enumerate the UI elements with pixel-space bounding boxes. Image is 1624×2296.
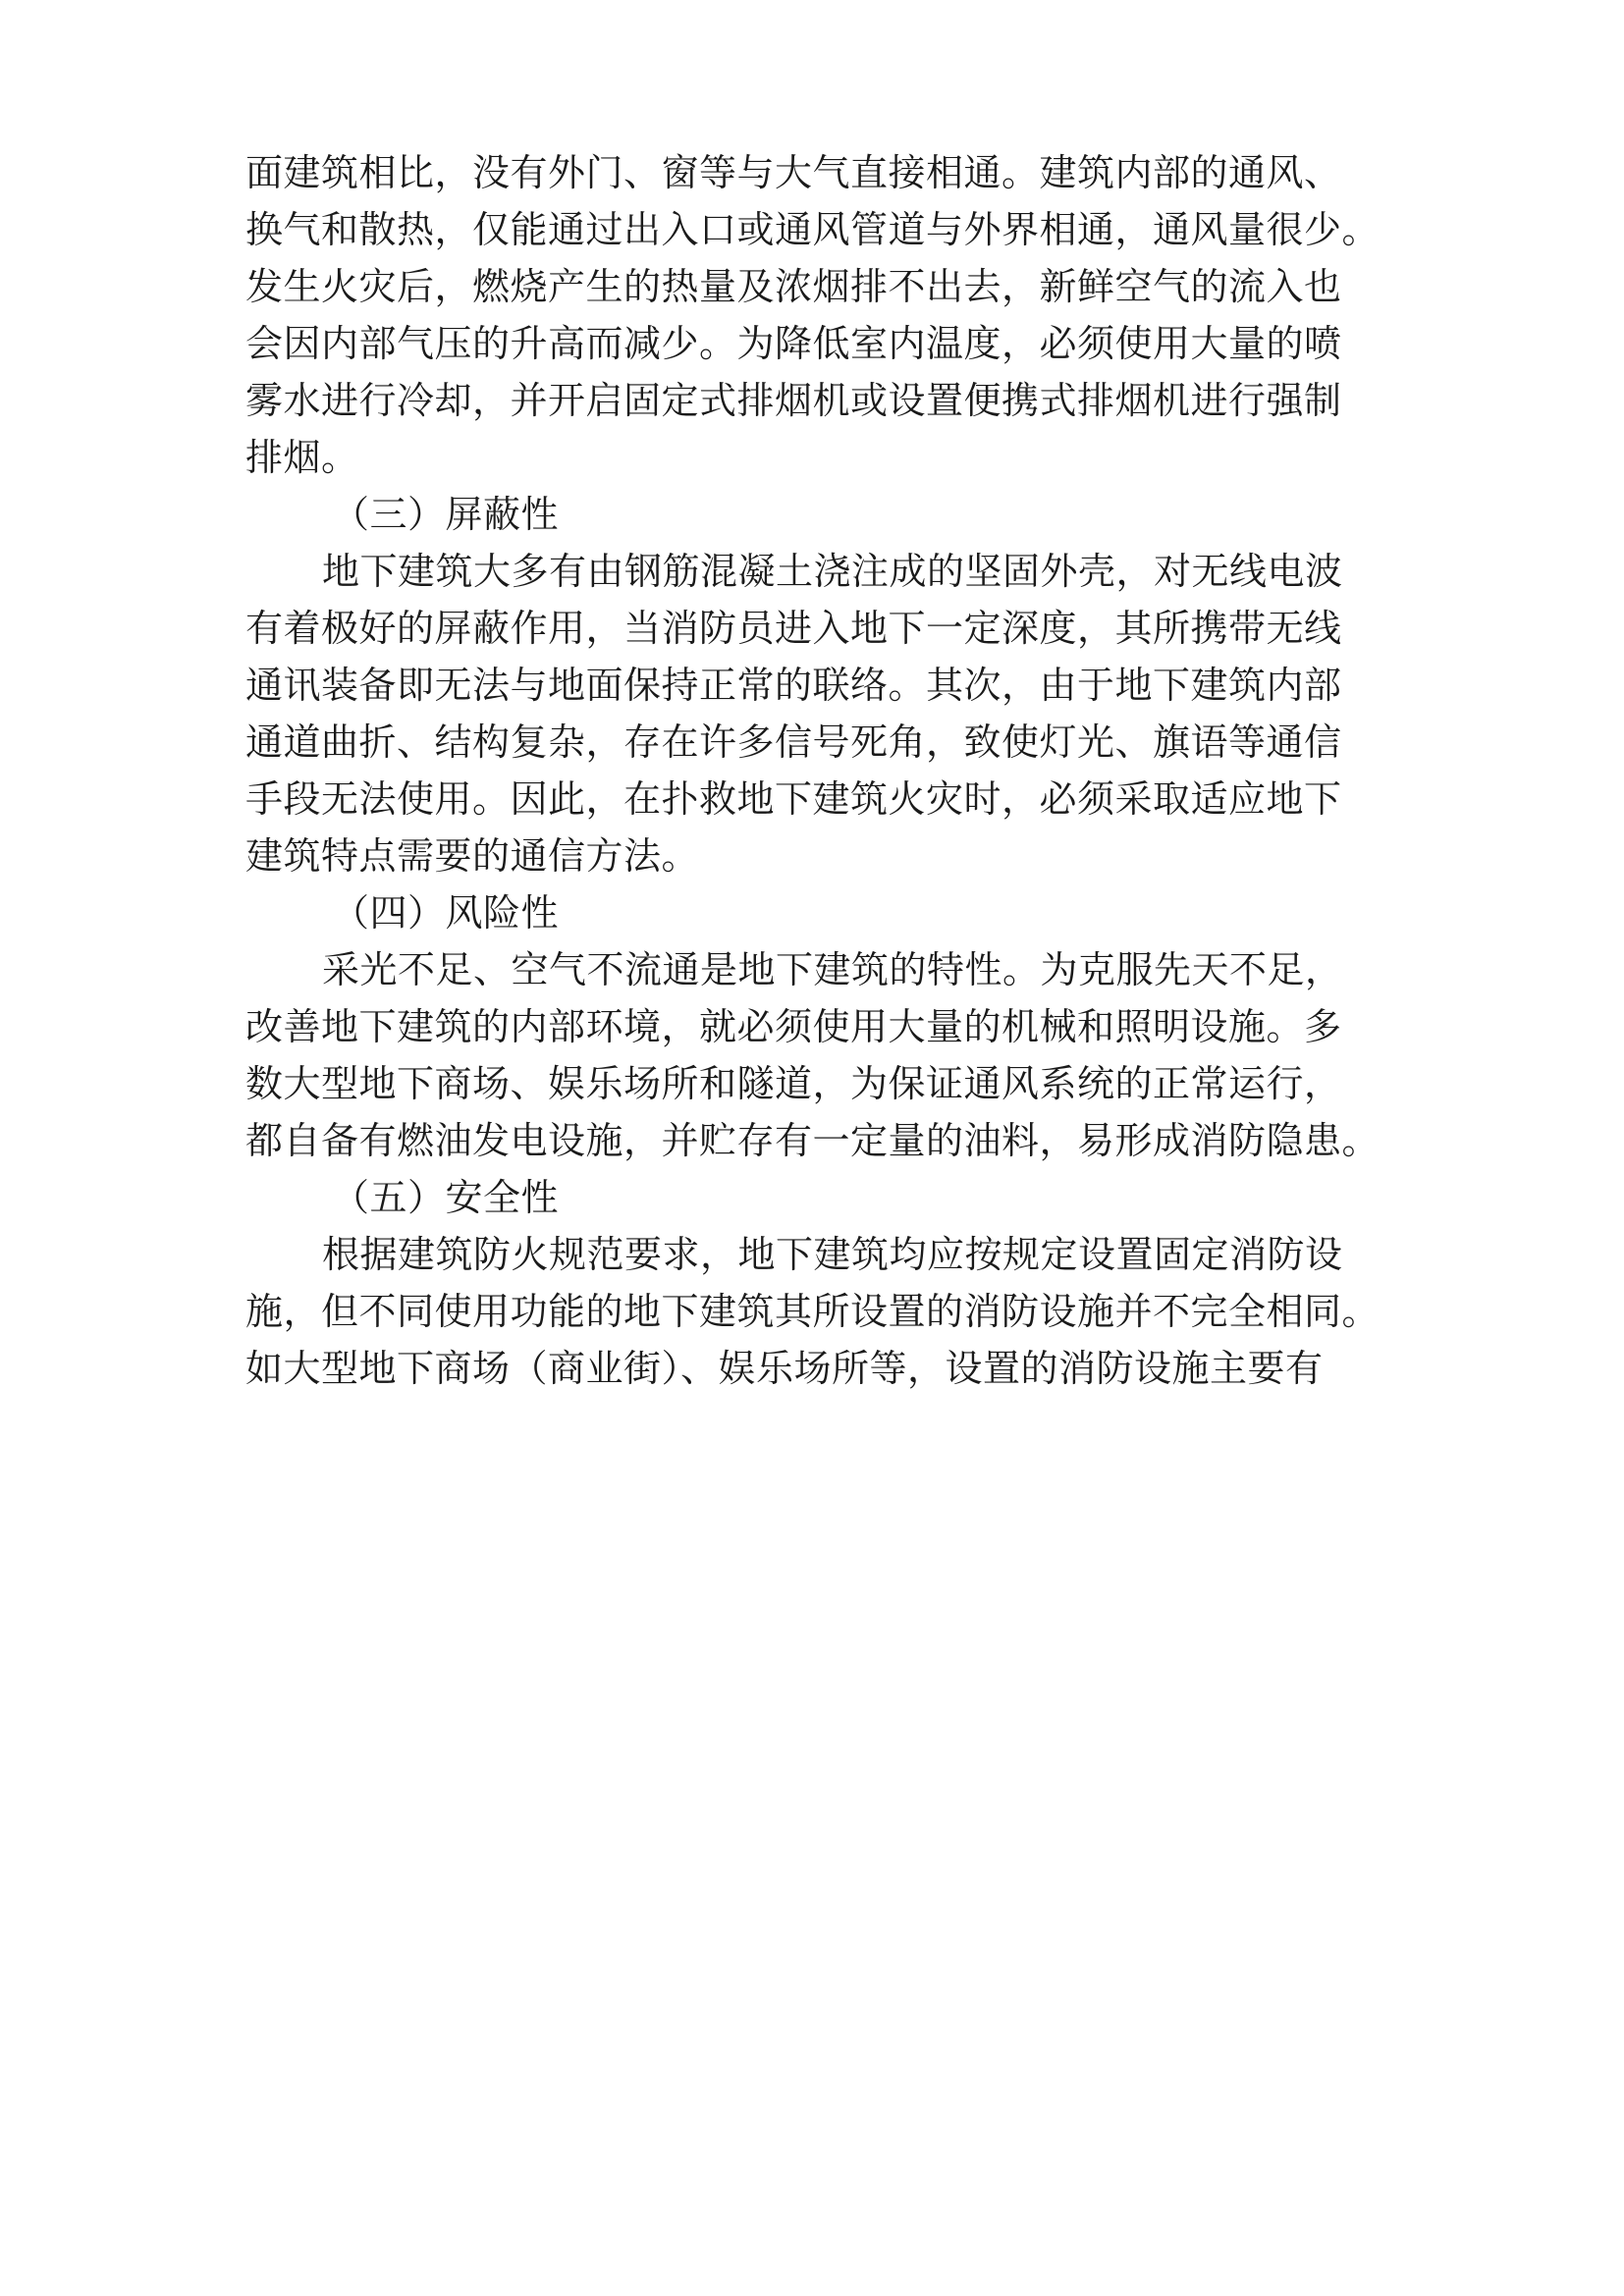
section-3-line-2: 有着极好的屏蔽作用，当消防员进入地下一定深度，其所携带无线 bbox=[245, 607, 1342, 650]
section-4-line-4: 都自备有燃油发电设施，并贮存有一定量的油料，易形成消防隐患。 bbox=[245, 1119, 1380, 1162]
paragraph-1-line-1: 面建筑相比，没有外门、窗等与大气直接相通。建筑内部的通风、 bbox=[245, 151, 1342, 194]
paragraph-1-line-6: 排烟。 bbox=[245, 436, 359, 479]
paragraph-1-line-5: 雾水进行冷却，并开启固定式排烟机或设置便携式排烟机进行强制 bbox=[245, 379, 1342, 422]
section-3-line-1: 地下建筑大多有由钢筋混凝土浇注成的坚固外壳，对无线电波 bbox=[322, 550, 1343, 593]
section-4-line-1: 采光不足、空气不流通是地下建筑的特性。为克服先天不足， bbox=[322, 948, 1343, 991]
section-4-heading: （四）风险性 bbox=[332, 891, 560, 934]
section-4-line-3: 数大型地下商场、娱乐场所和隧道，为保证通风系统的正常运行， bbox=[245, 1062, 1342, 1105]
section-5-line-1: 根据建筑防火规范要求，地下建筑均应按规定设置固定消防设 bbox=[322, 1233, 1343, 1276]
section-5-line-2: 施，但不同使用功能的地下建筑其所设置的消防设施并不完全相同。 bbox=[245, 1290, 1380, 1333]
section-4-line-2: 改善地下建筑的内部环境，就必须使用大量的机械和照明设施。多 bbox=[245, 1005, 1342, 1048]
section-3-line-6: 建筑特点需要的通信方法。 bbox=[245, 834, 700, 878]
section-5-heading: （五）安全性 bbox=[332, 1176, 560, 1219]
section-3-line-5: 手段无法使用。因此，在扑救地下建筑火灾时，必须采取适应地下 bbox=[245, 777, 1342, 821]
paragraph-1-line-3: 发生火灾后，燃烧产生的热量及浓烟排不出去，新鲜空气的流入也 bbox=[245, 265, 1342, 308]
paragraph-1-line-2: 换气和散热，仅能通过出入口或通风管道与外界相通，通风量很少。 bbox=[245, 208, 1380, 251]
section-3-heading: （三）屏蔽性 bbox=[332, 493, 560, 536]
section-3-line-4: 通道曲折、结构复杂，存在许多信号死角，致使灯光、旗语等通信 bbox=[245, 721, 1342, 764]
section-5-line-3: 如大型地下商场（商业街）、娱乐场所等，设置的消防设施主要有 bbox=[245, 1347, 1324, 1390]
paragraph-1-line-4: 会因内部气压的升高而减少。为降低室内温度，必须使用大量的喷 bbox=[245, 322, 1342, 365]
section-3-line-3: 通讯装备即无法与地面保持正常的联络。其次，由于地下建筑内部 bbox=[245, 664, 1342, 707]
